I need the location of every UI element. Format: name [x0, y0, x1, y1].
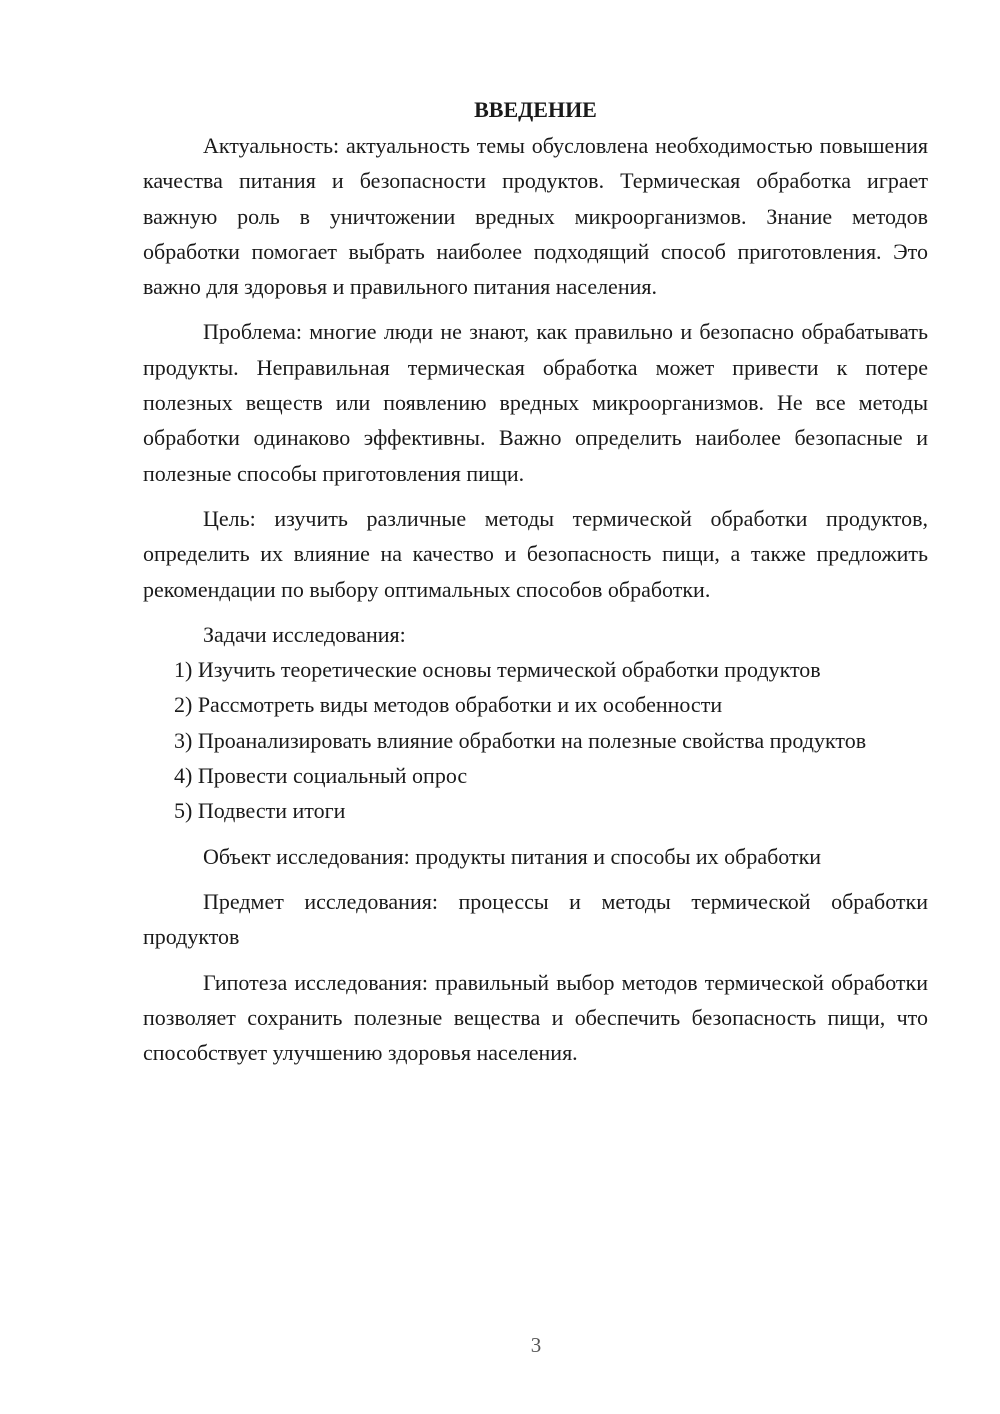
- object-paragraph: Объект исследования: продукты питания и способы их обработки: [203, 843, 822, 869]
- task-item-1: 1) Изучить теоретические основы термической обработки продуктов: [174, 657, 821, 683]
- page-number: 3: [530, 1333, 542, 1357]
- subject-paragraph: Предмет исследования: процессы и методы термической обработки продуктов: [143, 888, 928, 950]
- tasks-heading: Задачи исследования:: [203, 621, 406, 647]
- problem-paragraph: Проблема: многие люди не знают, как правильно и безопасно обрабатывать продукты. Неправильная термическая обработка может привести к потере полезных веществ или появлению вредных микроорганизмов. Не все методы обработки одинаково эффективны. Важно определить наиболее безопасные и полезные способы приготовления пищи.: [143, 319, 928, 486]
- task-item-5: 5) Подвести итоги: [174, 798, 346, 824]
- document-page: [143, 92, 928, 1070]
- task-item-2: 2) Рассмотреть виды методов обработки и их особенности: [174, 692, 723, 718]
- relevance-paragraph: Актуальность: актуальность темы обусловлена необходимостью повышения качества питания и безопасности продуктов. Термическая обработка играет важную роль в уничтожении вредных микроорганизмов. Знание методов обработки помогает выбрать наиболее подходящий способ приготовления. Это важно для здоровья и правильного питания населения.: [143, 133, 928, 300]
- page-title: ВВЕДЕНИЕ: [474, 97, 597, 122]
- task-item-4: 4) Провести социальный опрос: [174, 763, 468, 789]
- task-item-3: 3) Проанализировать влияние обработки на полезные свойства продуктов: [174, 727, 867, 753]
- goal-paragraph: Цель: изучить различные методы термической обработки продуктов, определить их влияние на качество и безопасность пищи, а также предложить рекомендации по выбору оптимальных способов обработки.: [143, 505, 928, 602]
- hypothesis-paragraph: Гипотеза исследования: правильный выбор методов термической обработки позволяет сохранить полезные вещества и обеспечить безопасность пищи, что способствует улучшению здоровья населения.: [143, 969, 928, 1066]
